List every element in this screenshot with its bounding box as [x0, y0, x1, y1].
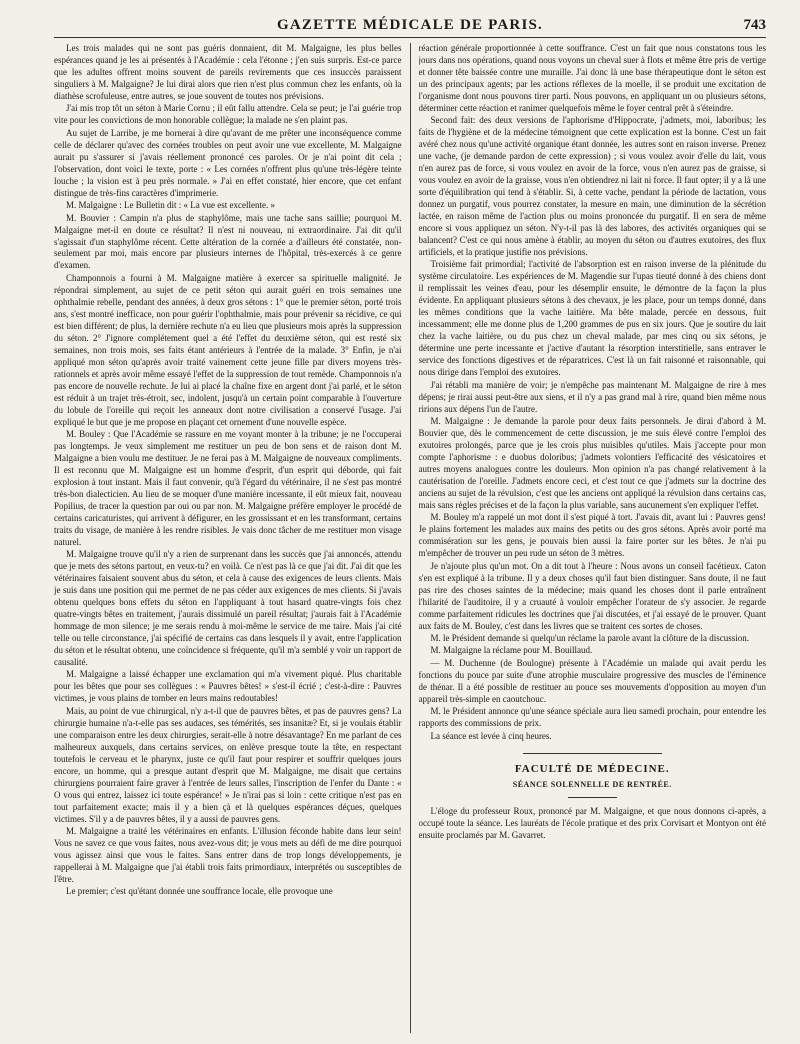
paragraph: M. Malgaigne : Je demande la parole pour deux faits personnels. Je dirai d'abord à M. Bouvier que, dès le commencement de cette discussion, je me suis élevé contre l'emploi des exutoires prolongés, parce que je les crois plus nuisibles qu'utiles. Mais j'accepte pour mon compte l'aphorisme : e duobus doloribus; j'admets volontiers l'efficacité des vésicatoires et autres moyens analogues contre les douleurs. Mon opinion n'a pas changé relativement à la cautérisation de l'oreille. J'admets encore ceci, et c'est tout ce que j'admets sur la doctrine des anciens au sujet de la révulsion, c'est que les anciens ont appliqué la révulsion dans certains cas, mais sans règles précises et de la façon la plus variable, sans aucunement s'en expliquer l'effet. [418, 416, 766, 510]
page-number: 743 [743, 17, 766, 33]
paragraph: Champonnois a fourni à M. Malgaigne matière à exercer sa spirituelle malignité. Je répondrai simplement, au sujet de ce petit séton qui aurait guéri en trois semaines une ophthalmie rebelle, pendant des années, à deux gros sétons : 1° que le premier séton, porté trois ans, s'est montré inefficace, non pour guérir l'ophthalmie, mais pour prévenir sa récidive, ce qui est bien différent; de plus, la dernière rechute n'a eu lieu que plusieurs mois après la suppression du séton. 2° J'ignore complétement quel a été l'effet du deuxième séton, qui est resté six semaines, non trois mois, ses faits étant antérieurs à l'entrée de la malade. 3° Enfin, je n'ai appliqué mon séton qu'après avoir traité vainement cette jeune fille par divers moyens très-rationnels et après avoir même essayé l'effet de la suppression de tout remède. Champonnois n'a pas encore de nouvelle rechute. Je lui ai placé la chaîne fixe en argent dont j'ai parlé, et le séton est réduit à un trajet très-étroit, sec, indolent, jusqu'à un certain point comparable à l'ouverture du lobule de l'oreille qui reçoit les anneaux dont notre civilisation a conservé l'usage. J'ai expliqué le but que je me propose en plaçant cet ornement d'une nouvelle espèce. [54, 272, 402, 427]
paragraph: J'ai rétabli ma manière de voir; je n'empêche pas maintenant M. Malgaigne de rire à mes dépens; je rirai aussi peut-être aux siens, et il n'y a pas grand mal à rire, quand bien même nous ririons aux dépens l'un de l'autre. [418, 379, 766, 414]
paragraph: M. Malgaigne trouve qu'il n'y a rien de surprenant dans les succès que j'ai annoncés, attendu que je mets des sétons partout, en veux-tu? en voilà. Ce n'est pas là ce que j'ai dit. J'ai dit que les vétérinaires faisaient souvent abus du séton, et cela à cause des exigences de leurs clients. Mais je suis dans une position qui me permet de ne pas céder aux exigences de mes clients. Si j'avais obtenu quelques bons effets du séton en l'appliquant à tout hasard quatre-vingts fois chez quatre-vingts bêtes en traitement, j'aurais dissimulé un pareil résultat; j'aurais fait à l'Académie hommage de mon silence; je me serais rendu à moi-même le service de me taire. Mais j'ai cité telle ou telle circonstance, j'ai spécifié de certains cas dans lesquels il y avait, entre l'application du séton et le résultat obtenu, une coïncidence si fréquente, qu'il m'a semblé y voir un rapport de causalité. [54, 549, 402, 667]
paragraph: Au sujet de Larribe, je me bornerai à dire qu'avant de me prêter une inconséquence comme celle de déclarer qu'avec des cornées troubles on peut avoir une vue excellente, M. Malgaigne aurait pu s'assurer si j'avais réellement prononcé ces paroles. Or je n'ai point dit cela ; l'observation, dont voici le texte, porte : « Les cornées n'offrent plus qu'une très-légère teinte louche ; la vision est à peu près normale. » J'ai en effet constaté, hier encore, que cet enfant distingue de très-fins caractères d'imprimerie. [54, 127, 402, 198]
paragraph: réaction générale proportionnée à cette souffrance. C'est un fait que nous constatons tous les jours dans nos opérations, quand nous voyons un cheval suer à flots et même être pris de vertige et donner tête baissée contre une muraille. J'ai donc là une base thérapeutique dont le séton est un des principaux agents; par les actions réflexes de la moelle, il se produit une excitation de l'organisme dont nous pouvons tirer parti. Nous pouvons, en appliquant un ou plusieurs sétons, déterminer cette réaction et ranimer quelquefois même le foyer central prêt à s'éteindre. [418, 43, 766, 113]
paragraph: Mais, au point de vue chirurgical, n'y a-t-il que de pauvres bêtes, et pas de pauvres gens? La chirurgie humaine n'a-t-elle pas ses audaces, ses témérités, ses insanitæ? Et, si je voulais établir une comparaison entre les deux chirurgies, serait-elle à notre désavantage? En me parlant de ces malheureux auxquels, dans certains services, on enlève presque toute la tête, en respectant toutefois le cerveau et le pharynx, juste ce qu'il faut pour respirer et souffrir quelques jours encore, un homme, qui a presque autant d'esprit que M. Malgaigne, me disait que certains chirurgiens pourraient faire graver à l'entrée de leurs salles, l'inscription de l'enfer du Dante : « O vous qui entrez, laissez ici toute espérance! » Je n'irai pas si loin : cette critique n'est pas en tout parfaitement exacte; mais il y a bien çà et là quelques espérances déçues, quelques victimes. S'il y a de pauvres bêtes, il y a aussi de pauvres gens. [54, 705, 402, 824]
paragraph: M. Malgaigne a traité les vétérinaires en enfants. L'illusion féconde habite dans leur sein! Vous ne savez ce que vous faites, nous avez-vous dit; je vous mets au défi de me dire pourquoi vous agissez ainsi que vous le faites. Sans entrer dans de trop longs développements, je rappellerai à M. Malgaigne que j'ai établi trois faits primordiaux, interprétés ou susceptibles de l'être. [54, 825, 402, 884]
paragraph: Je n'ajoute plus qu'un mot. On a dit tout à l'heure : Nous avons un conseil facétieux. Caton s'en est expliqué à la tribune. Il y a deux choses qu'il faut bien distinguer. Sans doute, il ne faut pas rire des choses saintes de la médecine; mais quand les choses dont il parle entraînent l'hilarité de l'auditoire, il y a cruauté à vouloir empêcher l'orateur de s'y associer. Je regarde comme parfaitement ridicules les doctrines que j'ai discutées, et j'ai essayé de le prouver. Quant aux faits de M. Bouley, c'est dans les livres que se traitent ces sortes de choses. [418, 560, 766, 631]
paragraph: J'ai mis trop tôt un séton à Marie Cornu ; il eût fallu attendre. Cela se peut; je l'ai guérie trop vite pour les convictions de mon honorable collègue; la malade ne s'en plaint pas. [54, 103, 402, 126]
paragraph: M. le Président demande si quelqu'un réclame la parole avant la clôture de la discussion. [430, 632, 750, 643]
paragraph: M. Bouley : Que l'Académie se rassure en me voyant monter à la tribune; je ne l'occuperai pas longtemps. Je veux simplement me restituer un peu de bon sens et de raison dont M. Malgaigne a bien voulu me destituer. Je ne ferai pas à M. Malgaigne de nouveaux compliments. Il est reconnu que M. Malgaigne est un homme d'esprit, d'un esprit qui déborde, qui fait explosion à tout instant. Mais il faut convenir, qu'à l'égard du vétérinaire, il ne s'est pas montré très-bon dialecticien. Au lieu de se moquer d'une manière incessante, il eût mieux fait, nouveau Popilius, de tracer la question par oui ou par non. M. Malgaigne préfère employer le procédé de certains caricaturistes, qui arrivent à défigurer, en les grossissant et en les transformant, certains traits du visage, de manière à les rendre risibles. Je vais donc tâcher de me restituer mon visage naturel. [54, 429, 402, 547]
page-header [54, 14, 766, 38]
section-divider [523, 753, 662, 754]
section-subtitle: SÉANCE SOLENNELLE DE RENTRÉE. [512, 780, 672, 790]
subtitle-divider [568, 797, 617, 798]
paragraph: Second fait: des deux versions de l'aphorisme d'Hippocrate, j'admets, moi, laboribus; les faits de l'hygiène et de la médecine témoignent que cette explication est la bonne. C'est un fait avéré chez nous qu'une activité organique étant donnée, les autres sont en raison inverse. Prenez une vache, (je demande pardon de cette expression) ; si vous voulez avoir d'elle du lait, vous n'en aurez pas de force, si vous voulez en avoir de la force, vous n'en aurez pas de graisse, si vous voulez en avoir de la graisse, vous n'en obtiendrez ni lait ni force. Il faut opter; il y a là une sorte d'équilibration qui tend à s'établir. Si, à cette vache, pendant la période de lactation, vous donnez un purgatif, vous pourrez constater, la mesure en main, une diminution de la sécrétion lactée, en raison même de l'action plus ou moins prononcée du purgatif. Il en sera de même encore si vous appliquez un séton. N'y-t-il pas là des labores, des activités organiques qui se balancent? C'est ce qui nous amène à établir, au moyen du séton ou d'autres exutoires, des flux artificiels, et la pratique justifie nos prévisions. [418, 115, 766, 257]
paragraph: Le premier; c'est qu'étant donnée une souffrance locale, elle provoque une [66, 886, 333, 897]
paragraph: La séance est levée à cinq heures. [430, 730, 552, 741]
paragraph: Troisième fait primordial; l'activité de l'absorption est en raison inverse de la plénitude du système circulatoire. Les expériences de M. Magendie sur l'upas tieuté donné à des chiens dont il remplissait les veines d'eau, pour les désemplir ensuite, le démontre de la façon la plus évidente. En appliquant plusieurs sétons à des chevaux, je les place, pour un temps donné, dans les mêmes conditions que la vache laitière. Ma bête malade, percée en dessous, fuit incessamment; elle me donne plus de 1,200 grammes de pus en six jours. Que je soutire du lait chez la vache laitière, ou du pus chez un cheval malade, par mes cinq ou six sétons, je détermine une perte incessante et j'active d'autant la résorption interstitielle, sans entraver le service des fonctions digestives et de réparatrices. C'est là un fait raisonné et raisonnable, qui nous dirige dans l'emploi des exutoires. [418, 259, 766, 378]
paragraph: M. Malgaigne la réclame pour M. Bouillaud. [430, 645, 593, 656]
paragraph: Les trois malades qui ne sont pas guéris donnaient, dit M. Malgaigne, les plus belles espérances quand je les ai présentés à l'Académie : cela l'étonne ; j'en suis surpris. Est-ce parce que les adultes offrent moins souvent de pareils revirements que ces insuccès paraissent singuliers à M. Malgaigne? Je lui dirai alors que rien n'est plus commun chez les enfants, où la diathèse scrofuleuse, entre autres, se joue souvent de toutes nos prévisions. [54, 43, 402, 101]
text-columns [54, 43, 766, 1033]
paragraph: M. Malgaigne a laissé échapper une exclamation qui m'a vivement piqué. Plus charitable pour les bêtes que pour ses collègues : « Pauvres bêtes! » s'est-il écrié ; c'est-à-dire : Pauvres victimes, je vous plains de tomber en leurs mains redoutables! [54, 669, 402, 704]
paragraph: L'éloge du professeur Roux, prononcé par M. Malgaigne, et que nous donnons ci-après, a occupé toute la séance. Les lauréats de l'école pratique et des prix Corvisart et Montyon ont été ensuite proclamés par M. Gavarret. [418, 805, 766, 840]
right-column [419, 43, 767, 1033]
journal-title: GAZETTE MÉDICALE DE PARIS. [277, 17, 543, 33]
paragraph: M. Bouvier : Campin n'a plus de staphylôme, mais une tache sans saillie; pourquoi M. Malgaigne met-il en doute ce résultat? Il n'est ni nouveau, ni extraordinaire. J'ai dit qu'il s'agissait d'un staphylôme récent. Cette altération de la cornée a d'ailleurs été constatée, non-seulement par moi, mais encore par plusieurs internes de l'hôpital, très-exercés à ce genre d'examen. [54, 212, 402, 271]
section-title: FACULTÉ DE MÉDECINE. [514, 762, 670, 775]
paragraph: M. Malgaigne : Le Bulletin dit : « La vue est excellente. » [66, 200, 275, 211]
column-divider [410, 43, 411, 1033]
paragraph: M. le Président annonce qu'une séance spéciale aura lieu samedi prochain, pour entendre les rapports des commissions de prix. [418, 706, 766, 729]
left-column [54, 43, 402, 1033]
paragraph: — M. Duchenne (de Boulogne) présente à l'Académie un malade qui avait perdu les fonctions du pouce par suite d'une atrophie musculaire progressive des muscles de l'éminence de thénar. Il a été possible de restituer au pouce ses mouvements d'opposition au moyen d'un appareil très-simple en caoutchouc. [418, 657, 766, 704]
paragraph: M. Bouley m'a rappelé un mot dont il s'est piqué à tort. J'avais dit, avant lui : Pauvres gens! Je plains fortement les malades aux mains des petits ou des gros sétons. Après avoir porté ma commisération sur les gens, je pouvais bien aussi la faire porter sur les bêtes. Je n'ai pu m'empêcher de trouver un peu rude un séton de 3 mètres. [418, 512, 766, 559]
